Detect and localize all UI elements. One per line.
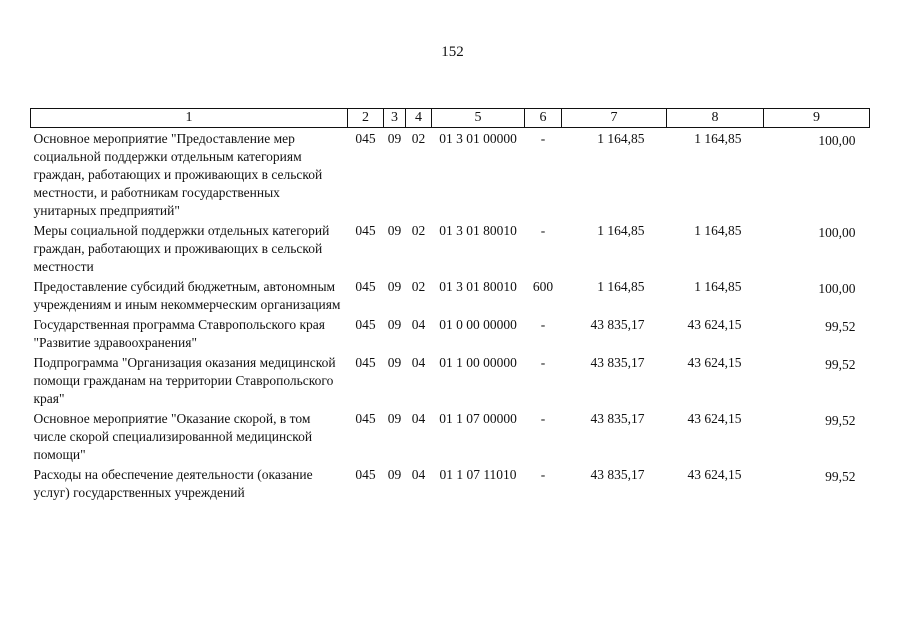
cell-ministry-code: 045 xyxy=(355,279,376,294)
cell-ministry-code: 045 xyxy=(355,411,376,426)
cell-planned: 43 835,17 xyxy=(590,467,645,482)
cell-planned: 43 835,17 xyxy=(590,317,645,332)
cell-actual: 1 164,85 xyxy=(694,279,742,294)
column-header: 8 xyxy=(667,109,764,128)
cell-target-article: 01 3 01 00000 xyxy=(439,131,517,146)
cell-percent xyxy=(764,354,870,410)
percent-value: 100,00 xyxy=(818,281,856,296)
column-header: 1 xyxy=(31,109,348,128)
percent-value: 100,00 xyxy=(818,133,856,148)
cell-expense-type: - xyxy=(540,223,546,238)
cell-subsection-code: 04 xyxy=(411,317,426,332)
cell-target-article: 01 1 07 00000 xyxy=(439,411,517,426)
cell-expense-type: - xyxy=(540,411,546,426)
row-name: Предоставление субсидий бюджетным, автономным учреждениям и иным некоммерческим организациям xyxy=(33,279,341,312)
cell-subsection-code: 02 xyxy=(411,223,426,238)
cell-planned: 43 835,17 xyxy=(590,355,645,370)
cell-target-article: 01 0 00 00000 xyxy=(439,317,517,332)
column-header: 4 xyxy=(406,109,432,128)
cell-target-article: 01 3 01 80010 xyxy=(439,279,517,294)
row-name: Подпрограмма "Организация оказания медицинской помощи гражданам на территории Ставропольского края" xyxy=(33,355,336,406)
cell-planned: 1 164,85 xyxy=(597,131,645,146)
percent-value: 99,52 xyxy=(825,357,856,372)
cell-target-article: 01 1 07 11010 xyxy=(439,467,517,482)
percent-value: 99,52 xyxy=(825,413,856,428)
table-row xyxy=(31,466,870,504)
cell-section-code: 09 xyxy=(387,223,402,238)
cell-actual: 43 624,15 xyxy=(687,317,742,332)
percent-value: 99,52 xyxy=(825,469,856,484)
row-name: Государственная программа Ставропольского края "Развитие здравоохранения" xyxy=(33,317,325,350)
page-number: 152 xyxy=(441,44,464,60)
cell-subsection-code: 04 xyxy=(411,355,426,370)
cell-expense-type: - xyxy=(540,355,546,370)
row-name: Основное мероприятие "Оказание скорой, в том числе скорой специализированной медицинской помощи" xyxy=(33,411,313,462)
cell-percent xyxy=(764,466,870,504)
cell-percent xyxy=(764,316,870,354)
cell-section-code: 09 xyxy=(387,411,402,426)
cell-section-code: 09 xyxy=(387,131,402,146)
table-row xyxy=(31,410,870,466)
column-header: 9 xyxy=(764,109,870,128)
cell-ministry-code: 045 xyxy=(355,131,376,146)
cell-actual: 43 624,15 xyxy=(687,355,742,370)
cell-section-code: 09 xyxy=(387,467,402,482)
column-header: 3 xyxy=(384,109,406,128)
row-name: Расходы на обеспечение деятельности (оказание услуг) государственных учреждений xyxy=(33,467,313,500)
percent-value: 99,52 xyxy=(825,319,856,334)
cell-planned: 1 164,85 xyxy=(597,279,645,294)
cell-actual: 43 624,15 xyxy=(687,467,742,482)
cell-ministry-code: 045 xyxy=(355,223,376,238)
cell-expense-type: - xyxy=(540,131,546,146)
cell-section-code: 09 xyxy=(387,317,402,332)
cell-actual: 43 624,15 xyxy=(687,411,742,426)
cell-percent xyxy=(764,278,870,316)
column-header: 2 xyxy=(348,109,384,128)
cell-expense-type: - xyxy=(540,467,546,482)
row-name: Основное мероприятие "Предоставление мер социальной поддержки отдельным категориям граждан, работающих и проживающих в сельской местности, и работникам государственных унитарных предприятий" xyxy=(33,131,323,218)
cell-percent xyxy=(764,410,870,466)
column-header: 6 xyxy=(525,109,562,128)
percent-value: 100,00 xyxy=(818,225,856,240)
budget-table xyxy=(30,108,870,504)
cell-percent xyxy=(764,222,870,278)
table-row xyxy=(31,128,870,223)
cell-expense-type: - xyxy=(540,317,546,332)
cell-section-code: 09 xyxy=(387,279,402,294)
table-row xyxy=(31,316,870,354)
header-row xyxy=(31,109,870,128)
cell-subsection-code: 04 xyxy=(411,467,426,482)
cell-planned: 43 835,17 xyxy=(590,411,645,426)
table-row xyxy=(31,354,870,410)
cell-planned: 1 164,85 xyxy=(597,223,645,238)
cell-ministry-code: 045 xyxy=(355,355,376,370)
table-row xyxy=(31,278,870,316)
cell-section-code: 09 xyxy=(387,355,402,370)
cell-actual: 1 164,85 xyxy=(694,223,742,238)
cell-subsection-code: 02 xyxy=(411,279,426,294)
cell-target-article: 01 1 00 00000 xyxy=(439,355,517,370)
row-name: Меры социальной поддержки отдельных категорий граждан, работающих и проживающих в сельской местности xyxy=(33,223,330,274)
table-row xyxy=(31,222,870,278)
cell-expense-type: 600 xyxy=(532,279,554,294)
cell-ministry-code: 045 xyxy=(355,317,376,332)
cell-actual: 1 164,85 xyxy=(694,131,742,146)
column-header: 7 xyxy=(562,109,667,128)
cell-target-article: 01 3 01 80010 xyxy=(439,223,517,238)
column-header: 5 xyxy=(432,109,525,128)
cell-ministry-code: 045 xyxy=(355,467,376,482)
cell-subsection-code: 02 xyxy=(411,131,426,146)
cell-subsection-code: 04 xyxy=(411,411,426,426)
cell-percent xyxy=(764,128,870,223)
